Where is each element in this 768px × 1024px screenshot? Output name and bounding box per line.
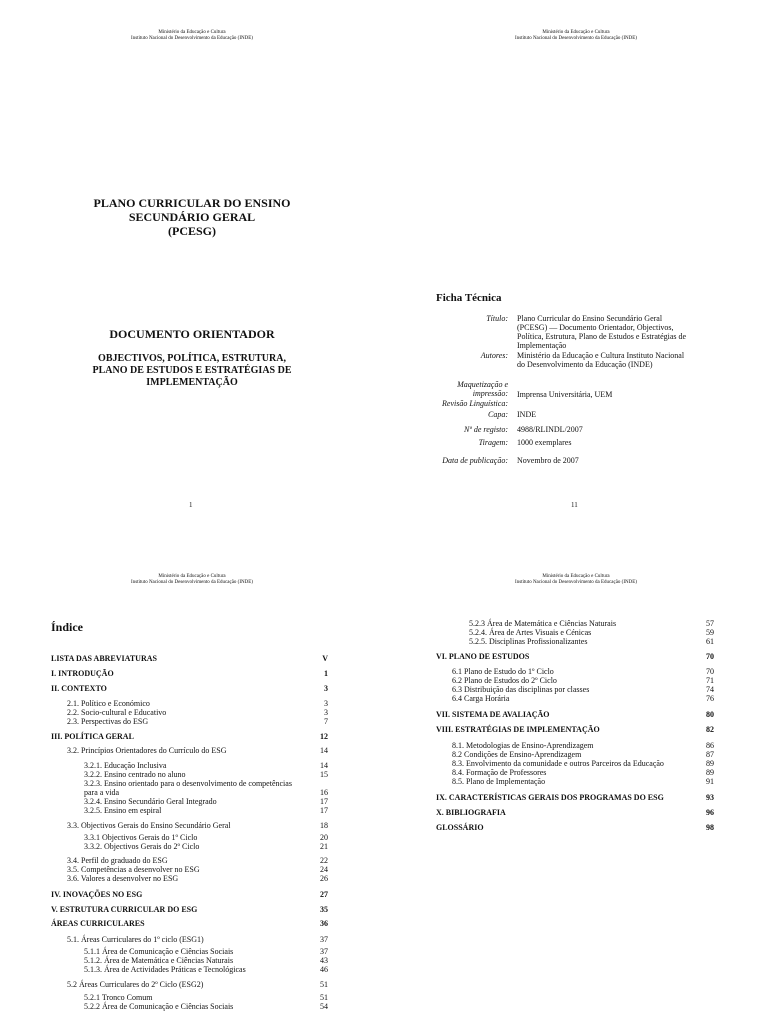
index-entry-title: LISTA DAS ABREVIATURAS — [51, 654, 157, 663]
ficha-heading: Ficha Técnica — [436, 292, 502, 304]
index-entry-page: 15 — [320, 770, 328, 779]
index-entry-page: 51 — [320, 980, 328, 989]
cover-subtitle — [0, 353, 384, 389]
index-entry-page: 61 — [706, 637, 714, 646]
index-entry-page: 46 — [320, 965, 328, 974]
index-entry-title: 2.3. Perspectivas do ESG — [67, 717, 149, 726]
index-section — [51, 732, 328, 741]
ficha-label: Maquetização e impressão: — [457, 380, 508, 398]
subtitle-line: IMPLEMENTAÇÃO — [146, 377, 238, 388]
index-entry-title: 6.3 Distribuição das disciplinas por classes — [452, 685, 590, 694]
index-entry — [452, 676, 714, 685]
index-entry — [84, 788, 328, 797]
index-entry-page: 7 — [324, 717, 328, 726]
index-section — [51, 654, 328, 663]
index-entry-page: 71 — [706, 676, 714, 685]
page-number: 11 — [571, 501, 578, 509]
index-entry-page: 59 — [706, 628, 714, 637]
index-entry-title: IV. INOVAÇÕES NO ESG — [51, 890, 143, 899]
cover-title-line: SECUNDÁRIO GERAL — [128, 210, 256, 224]
index-entry-page: 3 — [324, 699, 328, 708]
index-entry-title: 3.6. Valores a desenvolver no ESG — [67, 874, 179, 883]
index-section — [51, 890, 328, 899]
index-entry-page: 43 — [320, 956, 328, 965]
index-entry-title: VIII. ESTRATÉGIAS DE IMPLEMENTAÇÃO — [436, 725, 600, 734]
index-entry — [67, 856, 328, 865]
index-entry-title: 3.3. Objectivos Gerais do Ensino Secundário Geral — [67, 821, 231, 830]
ficha-value: 4988/RLINDL/2007 — [517, 425, 583, 434]
index-entry-title: 3.2.1. Educação Inclusiva — [84, 761, 167, 770]
index-entry-page: 14 — [320, 746, 328, 755]
index-entry-title: 5.1. Áreas Curriculares do 1º ciclo (ESG1) — [67, 935, 204, 944]
ficha-value: INDE — [517, 410, 537, 419]
index-entry-title: VI. PLANO DE ESTUDOS — [436, 652, 530, 661]
index-entry-title: GLOSSÁRIO — [436, 823, 484, 832]
index-entry-page: 17 — [320, 806, 328, 815]
index-entry — [67, 874, 328, 883]
cover-title — [0, 196, 384, 238]
index-section — [51, 669, 328, 678]
index-entry-page: 80 — [706, 710, 714, 719]
index-entry-page: 57 — [706, 619, 714, 628]
index-entry-page: 93 — [706, 793, 714, 802]
index-entry-title: 3.2. Princípios Orientadores do Currículo do ESG — [67, 746, 227, 755]
index-entry-title: 3.2.2. Ensino centrado no aluno — [84, 770, 186, 779]
index-entry-title: 5.2.2 Área de Comunicação e Ciências Sociais — [84, 1002, 234, 1011]
index-entry — [84, 806, 328, 815]
index-section — [51, 684, 328, 693]
index-entry — [452, 741, 714, 750]
index-section — [436, 710, 714, 719]
index-entry-title: 5.1.3. Área de Actividades Práticas e Tecnológicas — [84, 965, 246, 974]
index-entry — [84, 1002, 328, 1011]
index-entry — [67, 717, 328, 726]
index-entry-page: 76 — [706, 694, 714, 703]
index-entry-page: 54 — [320, 1002, 328, 1011]
index-entry — [67, 699, 328, 708]
index-entry — [452, 750, 714, 759]
index-entry — [84, 779, 328, 788]
index-entry-page: 96 — [706, 808, 714, 817]
index-entry — [67, 708, 328, 717]
index-entry — [84, 956, 328, 965]
index-entry-title: ÁREAS CURRICULARES — [51, 919, 145, 928]
index-entry-page: 14 — [320, 761, 328, 770]
index-entry-title: 3.5. Competências a desenvolver no ESG — [67, 865, 200, 874]
ficha-page — [384, 0, 768, 512]
index-entry-title: 3.3.2. Objectivos Gerais do 2º Ciclo — [84, 842, 200, 851]
index-entry-title: I. INTRODUÇÃO — [51, 669, 114, 678]
index-entry-page: 18 — [320, 821, 328, 830]
doc-type: DOCUMENTO ORIENTADOR — [109, 327, 275, 341]
index-entry-page: 12 — [320, 732, 328, 741]
index-entry-title: 6.1 Plano de Estudo do 1º Ciclo — [452, 667, 554, 676]
index-entry-page: 37 — [320, 935, 328, 944]
index-entry-title: 3.4. Perfil do graduado do ESG — [67, 856, 168, 865]
index-entry-page: 17 — [320, 797, 328, 806]
index-entry-title: 5.2.4. Área de Artes Visuais e Cénicas — [469, 628, 592, 637]
index-entry-page: 74 — [706, 685, 714, 694]
header-institute: Instituto Nacional do Desenvolvimento da Educação (INDE) — [131, 580, 253, 585]
index-entry-title: 5.1.2. Área de Matemática e Ciências Naturais — [84, 956, 234, 965]
index-entry-title: para a vida — [84, 788, 120, 797]
index-entry-page: 70 — [706, 652, 714, 661]
index-entry — [84, 965, 328, 974]
subtitle-line: PLANO DE ESTUDOS E ESTRATÉGIAS DE — [92, 365, 292, 376]
index-entry — [469, 637, 714, 646]
index-entry-page: 89 — [706, 759, 714, 768]
index-entry-page: V — [322, 654, 328, 663]
index-entry — [84, 833, 328, 842]
index-entry-page: 89 — [706, 768, 714, 777]
index-entry — [84, 993, 328, 1002]
index-section — [436, 652, 714, 661]
index-entry-title: 5.2.1 Tronco Comum — [84, 993, 153, 1002]
index-entry-title: 2.1. Político e Económico — [67, 699, 150, 708]
index-entry — [67, 865, 328, 874]
index-entry-title: 8.2 Condições de Ensino-Aprendizagem — [452, 750, 582, 759]
index-entry — [67, 935, 328, 944]
index-entry-title: 3.3.1 Objectivos Gerais do 1º Ciclo — [84, 833, 198, 842]
index-entry-title: 8.5. Plano de Implementação — [452, 777, 546, 786]
index-entry — [452, 685, 714, 694]
ficha-value: Ministério da Educação e Cultura Instituto Nacional do Desenvolvimento da Educação (INDE) — [517, 351, 685, 369]
ficha-value: Plano Curricular do Ensino Secundário Geral (PCESG) — Documento Orientador, Objectivos, Política, Estrutura, Plano de Estudos e Estratégias de Implementação — [517, 314, 687, 350]
index-entry-title: III. POLÍTICA GERAL — [51, 732, 134, 741]
index-section — [51, 905, 328, 914]
index-entry-page: 51 — [320, 993, 328, 1002]
index-section — [436, 823, 714, 832]
index-section — [436, 808, 714, 817]
index-section — [436, 793, 714, 802]
index-entry-title: 6.4 Carga Horária — [452, 694, 510, 703]
index-entry-page: 37 — [320, 947, 328, 956]
index-entry-title: 8.1. Metodologias de Ensino-Aprendizagem — [452, 741, 594, 750]
index-entry-page: 86 — [706, 741, 714, 750]
index-entry-title: 2.2. Socio-cultural e Educativo — [67, 708, 167, 717]
header-ministry: Ministério da Educação e Cultura — [158, 574, 226, 579]
index-entry — [84, 770, 328, 779]
index-entry — [452, 694, 714, 703]
cover-title-line: (PCESG) — [168, 224, 216, 238]
ficha-label: Revisão Linguística: — [442, 399, 508, 408]
subtitle-line: OBJECTIVOS, POLÍTICA, ESTRUTURA, — [98, 353, 286, 364]
index-entry-page: 87 — [706, 750, 714, 759]
index-entry-page: 1 — [324, 669, 328, 678]
page-number: 1 — [189, 501, 193, 509]
index-entry-page: 3 — [324, 708, 328, 717]
index-entry — [452, 768, 714, 777]
index-entry-page: 24 — [320, 865, 328, 874]
index-section — [436, 725, 714, 734]
index-entry — [67, 821, 328, 830]
index-entry-page: 27 — [320, 890, 328, 899]
header-ministry: Ministério da Educação e Cultura — [158, 30, 226, 35]
header-institute: Instituto Nacional do Desenvolvimento da Educação (INDE) — [515, 36, 637, 41]
index-entry — [84, 842, 328, 851]
index-entry-page: 22 — [320, 856, 328, 865]
index-entry — [84, 761, 328, 770]
index-entry-page: 35 — [320, 905, 328, 914]
ficha-label: Autores: — [480, 351, 508, 360]
index-entry-title: 3.2.4. Ensino Secundário Geral Integrado — [84, 797, 217, 806]
cover-page — [0, 0, 384, 512]
ficha-label: Título: — [486, 314, 508, 323]
index-entry — [469, 619, 714, 628]
index-entry-page: 3 — [324, 684, 328, 693]
index-entry-page: 20 — [320, 833, 328, 842]
page-header — [0, 30, 384, 42]
page-header — [384, 574, 768, 586]
index-entry — [67, 980, 328, 989]
index-entry-title: 6.2 Plano de Estudos do 2º Ciclo — [452, 676, 557, 685]
ficha-value: Imprensa Universitária, UEM — [517, 390, 613, 399]
index-entry-title: 5.1.1 Área de Comunicação e Ciências Sociais — [84, 947, 234, 956]
index-entry — [452, 667, 714, 676]
index-entry-page: 36 — [320, 919, 328, 928]
index-entry-page: 21 — [320, 842, 328, 851]
ficha-label: Tiragem: — [478, 438, 508, 447]
header-institute: Instituto Nacional do Desenvolvimento da Educação (INDE) — [131, 36, 253, 41]
page-header — [0, 574, 384, 586]
index-entry-title: II. CONTEXTO — [51, 684, 107, 693]
page-header — [384, 30, 768, 42]
index-entry-title: V. ESTRUTURA CURRICULAR DO ESG — [51, 905, 198, 914]
index-section — [51, 919, 328, 928]
index-entry-title: 5.2 Áreas Curriculares do 2º Ciclo (ESG2) — [67, 980, 204, 989]
ficha-label: Data de publicação: — [442, 456, 508, 465]
index-entry-title: X. BIBLIOGRAFIA — [436, 808, 506, 817]
index-entry-title: 8.3. Envolvimento da comunidade e outros Parceiros da Educação — [452, 759, 664, 768]
index-entry — [452, 759, 714, 768]
header-ministry: Ministério da Educação e Cultura — [542, 574, 610, 579]
index-entry — [84, 947, 328, 956]
index-entry-title: IX. CARACTERÍSTICAS GERAIS DOS PROGRAMAS DO ESG — [436, 793, 664, 802]
header-institute: Instituto Nacional do Desenvolvimento da Educação (INDE) — [515, 580, 637, 585]
index-entry-title: 5.2.3 Área de Matemática e Ciências Naturais — [469, 619, 617, 628]
ficha-value: 1000 exemplares — [517, 438, 572, 447]
index-title: Índice — [51, 620, 84, 634]
index-entry-title: 8.4. Formação de Professores — [452, 768, 547, 777]
ficha-label: Capa: — [488, 410, 508, 419]
cover-title-line: PLANO CURRICULAR DO ENSINO — [93, 196, 291, 210]
index-entry — [452, 777, 714, 786]
index-entry-title: VII. SISTEMA DE AVALIAÇÃO — [436, 710, 550, 719]
index-entry-title: 3.2.3. Ensino orientado para o desenvolvimento de competências — [84, 779, 292, 788]
index-entry — [84, 797, 328, 806]
index-entry — [469, 628, 714, 637]
ficha-value: Novembro de 2007 — [517, 456, 579, 465]
index-entry — [67, 746, 328, 755]
header-ministry: Ministério da Educação e Cultura — [542, 30, 610, 35]
index-entry-title: 3.2.5. Ensino em espiral — [84, 806, 162, 815]
index-entry-page: 82 — [706, 725, 714, 734]
ficha-label: Nº de registo: — [464, 425, 508, 434]
index-entry-title: 5.2.5. Disciplinas Profissionalizantes — [469, 637, 588, 646]
index-entry-page: 98 — [706, 823, 714, 832]
index-entry-page: 26 — [320, 874, 328, 883]
index-entry-page: 70 — [706, 667, 714, 676]
index-entry-page: 16 — [320, 788, 328, 797]
index-entry-page: 91 — [706, 777, 714, 786]
